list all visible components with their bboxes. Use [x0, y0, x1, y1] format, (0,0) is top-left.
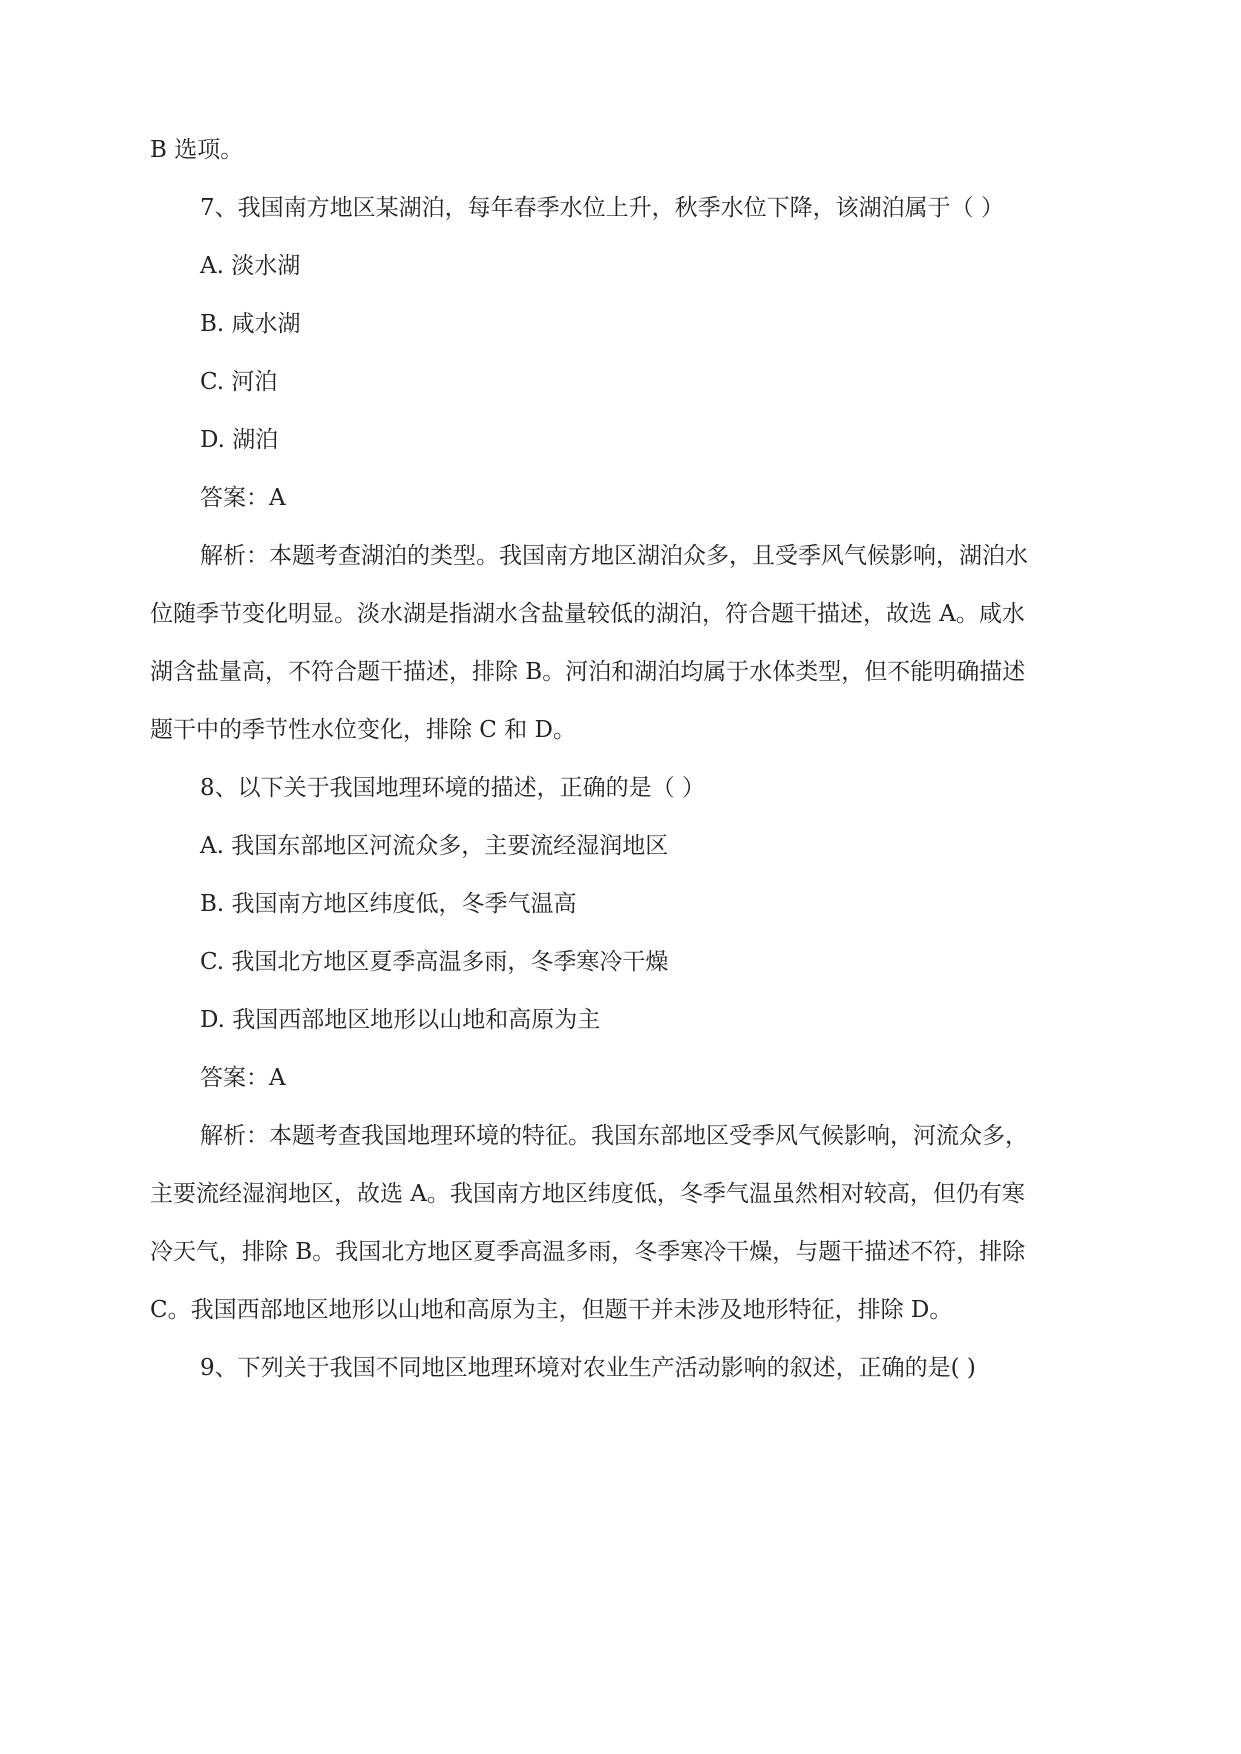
q7-option-c: C. 河泊: [200, 369, 278, 395]
q8-answer: 答案：A: [200, 1065, 286, 1091]
continuation-text: B 选项。: [150, 137, 244, 163]
q8-analysis-line: 解析：本题考查我国地理环境的特征。我国东部地区受季风气候影响，河流众多，: [200, 1123, 1028, 1149]
question-8: 8、以下关于我国地理环境的描述，正确的是（ ）: [200, 775, 705, 801]
q8-option-a: A. 我国东部地区河流众多，主要流经湿润地区: [200, 833, 669, 859]
q8-analysis-line: C。我国西部地区地形以山地和高原为主，但题干并未涉及地形特征，排除 D。: [150, 1297, 953, 1323]
q7-analysis-line: 位随季节变化明显。淡水湖是指湖水含盐量较低的湖泊，符合题干描述，故选 A。咸水: [150, 601, 1025, 627]
q7-option-b: B. 咸水湖: [200, 311, 301, 337]
q7-option-a: A. 淡水湖: [200, 253, 301, 279]
q8-analysis-line: 冷天气，排除 B。我国北方地区夏季高温多雨，冬季寒冷干燥，与题干描述不符，排除: [150, 1239, 1026, 1265]
q8-analysis-line: 主要流经湿润地区，故选 A。我国南方地区纬度低，冬季气温虽然相对较高，但仍有寒: [150, 1181, 1025, 1207]
q7-option-d: D. 湖泊: [200, 427, 279, 453]
q8-option-b: B. 我国南方地区纬度低，冬季气温高: [200, 891, 577, 917]
q7-answer: 答案：A: [200, 485, 286, 511]
question-9: 9、下列关于我国不同地区地理环境对农业生产活动影响的叙述，正确的是( ): [200, 1355, 976, 1381]
q7-analysis-line: 题干中的季节性水位变化，排除 C 和 D。: [150, 717, 576, 743]
q7-analysis-line: 解析：本题考查湖泊的类型。我国南方地区湖泊众多，且受季风气候影响，湖泊水: [200, 543, 1028, 569]
q7-analysis-line: 湖含盐量高，不符合题干描述，排除 B。河泊和湖泊均属于水体类型，但不能明确描述: [150, 659, 1026, 685]
question-7: 7、我国南方地区某湖泊，每年春季水位上升，秋季水位下降，该湖泊属于（ ）: [200, 195, 1004, 221]
q8-option-c: C. 我国北方地区夏季高温多雨，冬季寒冷干燥: [200, 949, 669, 975]
q8-option-d: D. 我国西部地区地形以山地和高原为主: [200, 1007, 601, 1033]
